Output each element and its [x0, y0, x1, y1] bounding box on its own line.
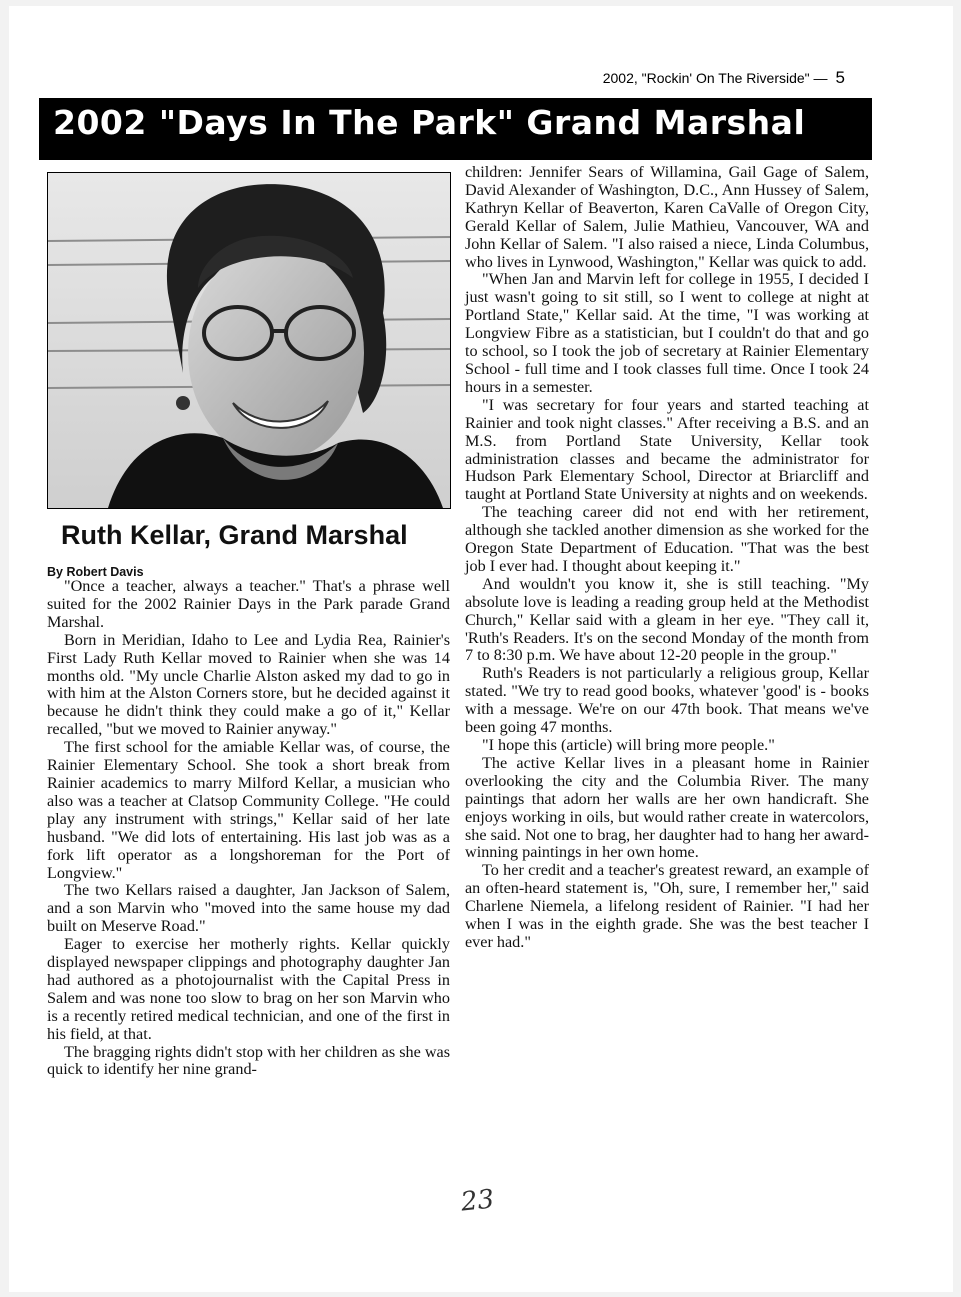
paragraph: The two Kellars raised a daughter, Jan Jackson of Salem, and a son Marvin who "moved into the same house my dad built on Meserve Road." [47, 881, 450, 936]
portrait-image [48, 173, 450, 508]
headline: 2002 "Days In The Park" Grand Marshal [53, 103, 806, 142]
paragraph: The active Kellar lives in a pleasant home in Rainier overlooking the city and the Columbia River. The many paintings that adorn her walls are her own handicraft. She enjoys working in oils, but would rather create in watercolors, she said. Not one to brag, her daughter had to hang her award-winning paintings in her own home. [465, 753, 869, 862]
paragraph: "I was secretary for four years and started teaching at Rainier and took night classes." After receiving a B.S. and an M.S. from Portland State University, Kellar took administration classes and became the administrator for Hudson Park Elementary School, Director at Briarcliff and taught at Portland State University at nights and on weekends. [465, 395, 869, 504]
paragraph: "I hope this (article) will bring more people." [482, 736, 775, 754]
paragraph: "Once a teacher, always a teacher." That's a phrase well suited for the 2002 Rainier Days in the Park parade Grand Marshal. [47, 577, 450, 631]
paragraph: "When Jan and Marvin left for college in 1955, I decided I just wasn't going to sit still, so I went to college at night at Portland State," Kellar said. At the time, "I was working at Longview Fibre as a statistician, but I couldn't do that and go to school, so I took the job of secretary at Rainier Elementary School - full time and I took classes full time. Once I took 24 hours in a semester. [465, 270, 869, 396]
paragraph: Ruth's Readers is not particularly a religious group, Kellar stated. "We try to read good books, whatever 'good' is - books with a message. We're on our 47th book. That means we've been going 47 months. [465, 664, 869, 737]
paragraph-continuation: children: Jennifer Sears of Willamina, Gail Gage of Salem, David Alexander of Washington, D.C., Ann Hussey of Salem, Kathryn Kellar of Beaverton, Karen CaValle of Oregon City, Gerald Kellar of Salem, Julie Mathieu, Vancouver, WA and John Kellar of Salem. "I also raised a niece, Linda Columbus, who lives in Lynwood, Washington," Kellar was quick to add. [465, 163, 869, 271]
article-column-right [465, 164, 869, 952]
paragraph: The bragging rights didn't stop with her children as she was quick to identify her nine grand- [47, 1042, 450, 1079]
page-number: 5 [835, 68, 845, 87]
running-header [603, 68, 845, 88]
headline-banner [39, 98, 872, 160]
newspaper-page [9, 6, 953, 1292]
paragraph: Born in Meridian, Idaho to Lee and Lydia Rea, Rainier's First Lady Ruth Kellar moved to Rainier when she was 14 months old. "My uncle Charlie Alston asked my dad to go in with him at the Alston Corners store, but he decided against it because he didn't think they could make a go of it," Kellar recalled, "but we moved to Rainier anyway." [47, 630, 450, 739]
paragraph: And wouldn't you know it, she is still teaching. "My absolute love is leading a reading group held at the Methodist Church," Kellar said with a gleam in her eye. "They call it, 'Ruth's Readers. It's on the second Monday of the month from 7 to 8:30 p.m. We have about 12-20 people in the group." [465, 574, 869, 665]
paragraph: The teaching career did not end with her retirement, although she tackled another dimension as she worked for the Oregon State Department of Education. "That was the best job I ever had. I thought about keeping it." [465, 503, 869, 575]
running-title: 2002, "Rockin' On The Riverside" — [602, 70, 828, 86]
paragraph: To her credit and a teacher's greatest reward, an example of an often-heard statement is, "Oh, sure, I remember her," said Charlene Niemela, a lifelong resident of Rainier. "I had her when I was in the eighth grade. She was the best teacher I ever had." [465, 861, 869, 951]
byline: By Robert Davis [47, 565, 144, 579]
handwritten-page-note: 23 [459, 1184, 496, 1218]
paragraph: The first school for the amiable Kellar was, of course, the Rainier Elementary School. She took a short break from Rainier academics to marry Milford Kellar, a musician who also was a teacher at Clatsop Community College. "He could play any instrument with strings," Kellar said of her late husband. "We did lots of entertaining. His last job was as a fork lift operator as a longshoreman for the Port of Longview." [47, 738, 450, 882]
article-column-left [47, 578, 450, 1079]
photo-caption: Ruth Kellar, Grand Marshal [61, 520, 408, 550]
paragraph: Eager to exercise her motherly rights. Kellar quickly displayed newspaper clippings and photography daughter Jan had authored as a photojournalist with the Capital Press in Salem and was none too slow to brag on her son Marvin who is a recently retired medical technician, and one of the first in his field, at that. [47, 935, 450, 1043]
portrait-photo [47, 172, 451, 509]
